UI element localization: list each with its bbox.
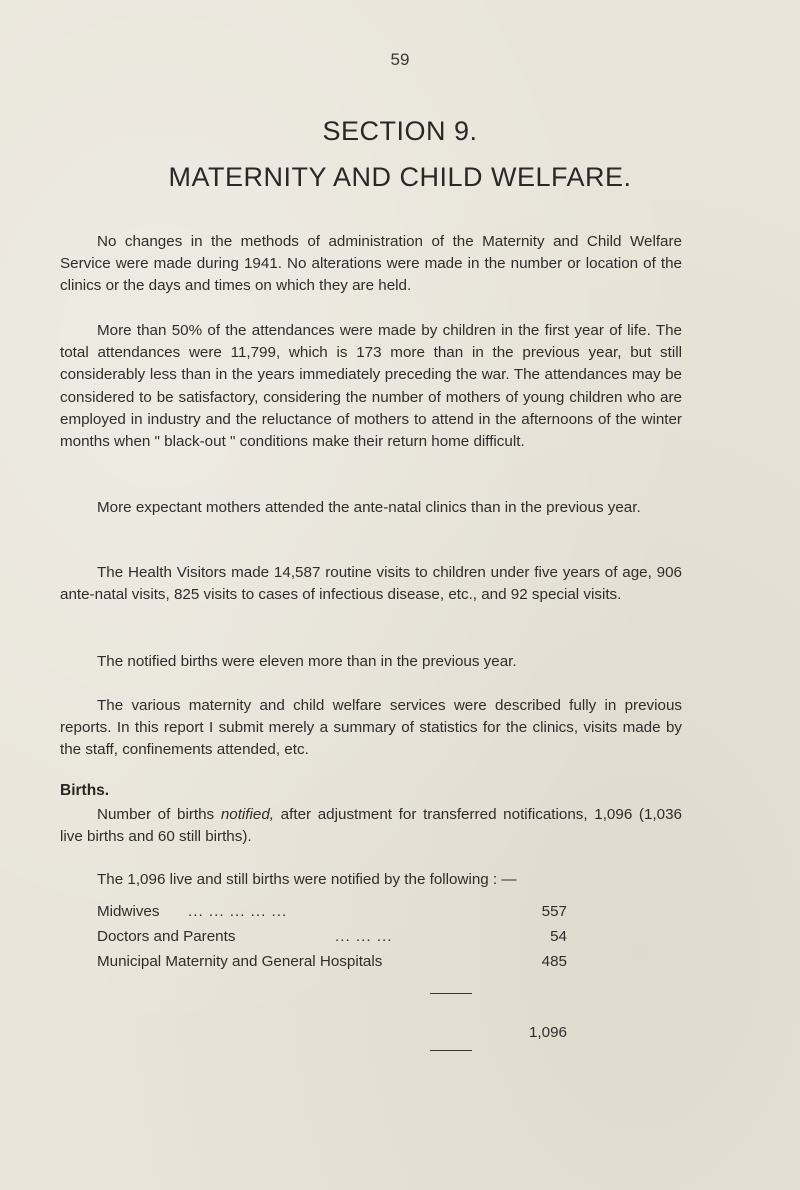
table-row <box>97 928 617 953</box>
paragraph-administration: No changes in the methods of administration of the Maternity and Child Welfare Service were made during 1941. No alterations were made in the number or location of the clinics or the days and times on which they are held. <box>60 233 682 295</box>
leader-dots: ... ... ... <box>335 928 393 945</box>
births-text-after: after adjustment for transferred notifications, 1,096 (1,036 live births and 60 still births). <box>60 806 682 846</box>
page-title: MATERNITY AND CHILD WELFARE. <box>168 162 632 192</box>
page-number: 59 <box>390 50 410 69</box>
row-value: 54 <box>550 928 567 945</box>
section-heading: SECTION 9. <box>322 116 478 146</box>
births-text-italic: notified, <box>220 806 275 823</box>
paragraph-attendances: More than 50% of the attendances were made by children in the first year of life. The total attendances were 11,799, which is 173 more than in the previous year, but still considerably less than in the years immediately preceding the war. The attendances may be considered to be satisfactory, considering the number of mothers of young children who are employed in industry and the reluctance of mothers to attend in the afternoons of the winter months when " black-out " conditions make their return home difficult. <box>60 322 682 451</box>
table-row <box>97 953 617 978</box>
paragraph-health-visitors: The Health Visitors made 14,587 routine visits to children under five years of age, 906 ante-natal visits, 825 visits to cases of infectious disease, etc., and 92 special visits. <box>60 564 682 604</box>
paragraph-births-by-source: The 1,096 live and still births were notified by the following : — <box>97 871 517 888</box>
births-source-table <box>97 903 617 978</box>
sum-rule-top <box>430 993 472 994</box>
row-label: Midwives <box>97 903 160 920</box>
births-text-before: Number of births <box>97 806 221 823</box>
row-value: 485 <box>541 953 567 970</box>
sum-rule-bottom <box>430 1050 472 1051</box>
births-heading: Births. <box>60 782 110 799</box>
row-label: Doctors and Parents <box>97 928 236 945</box>
paragraph-births-notified <box>60 804 682 848</box>
paragraph-ante-natal: More expectant mothers attended the ante-natal clinics than in the previous year. <box>97 499 641 516</box>
table-row <box>97 903 617 928</box>
row-value: 557 <box>541 903 567 920</box>
births-total: 1,096 <box>528 1024 567 1041</box>
paragraph-services-summary: The various maternity and child welfare services were described fully in previous reports. In this report I submit merely a summary of statistics for the clinics, visits made by the staff, confinements attended, etc. <box>60 697 682 759</box>
leader-dots: ... ... ... ... ... <box>188 903 288 920</box>
row-label: Municipal Maternity and General Hospitals <box>97 953 383 970</box>
paragraph-notified-births: The notified births were eleven more than in the previous year. <box>97 653 517 670</box>
